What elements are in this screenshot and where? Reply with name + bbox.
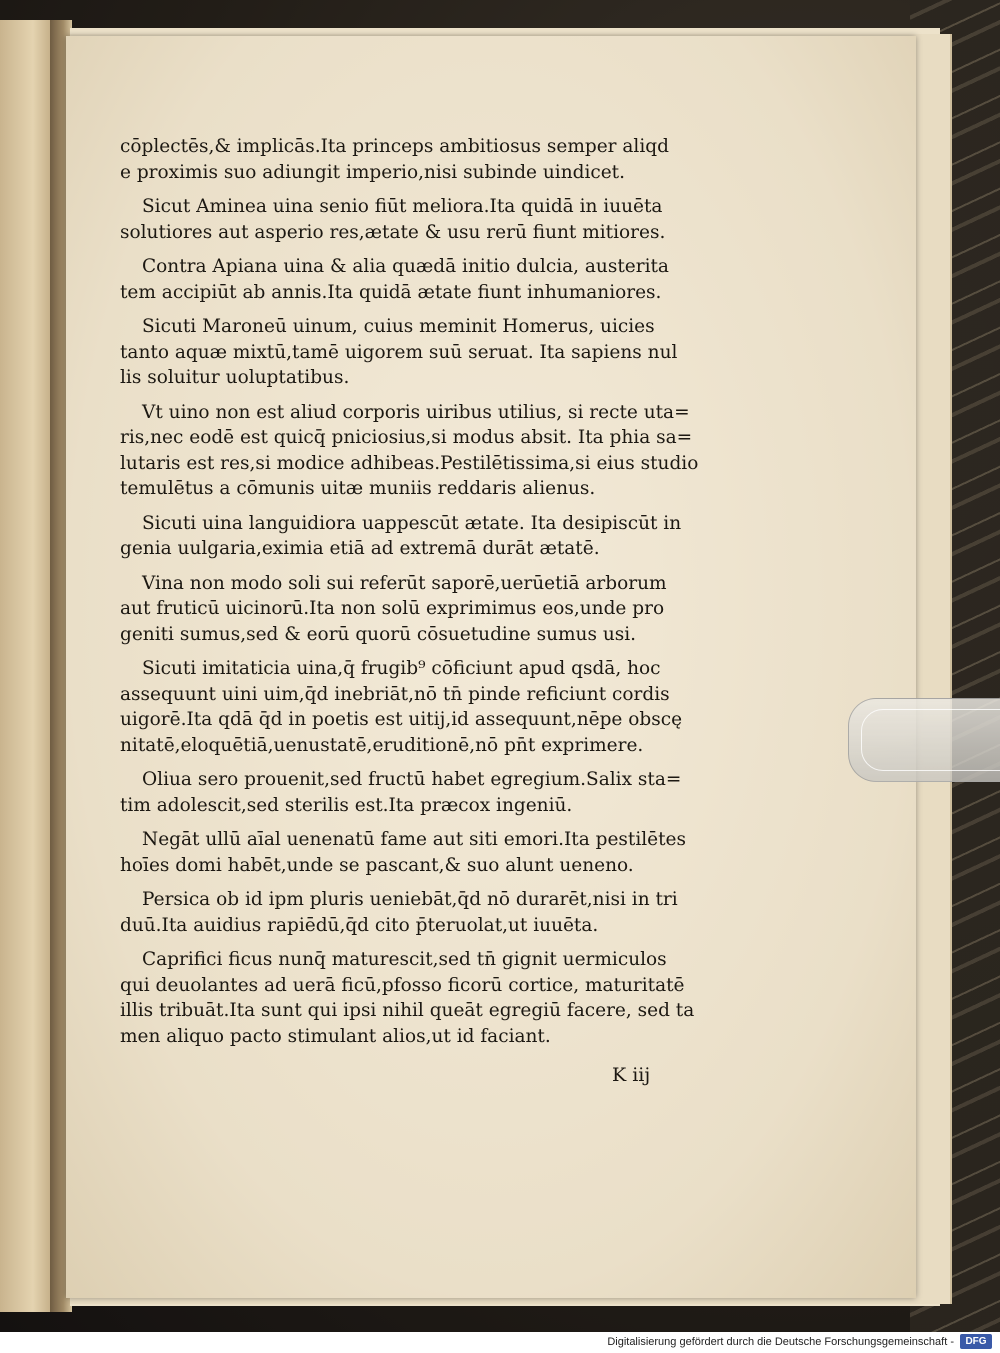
text-line: Persica ob id ipm pluris ueniebāt,q̄d nō durarēt,nisi in tri: [142, 889, 678, 910]
paragraph: [120, 887, 720, 938]
dfg-logo[interactable]: DFG: [960, 1334, 992, 1349]
paragraph: [120, 194, 720, 245]
footer-credit: Digitalisierung gefördert durch die Deutsche Forschungsgemeinschaft -: [607, 1336, 954, 1348]
paragraph: [120, 571, 720, 648]
text-line: Sicuti Maroneū uinum, cuius meminit Homerus, uicies: [142, 316, 655, 337]
text-line: Contra Apiana uina & alia quædā initio dulcia, austerita: [142, 256, 669, 277]
text-line: Sicuti imitaticia uina,q̄ frugib⁹ cōficiunt apud qsdā, hoc: [142, 658, 661, 679]
paragraph: [120, 134, 720, 185]
paragraph: [120, 254, 720, 305]
text-line: nitatē,eloquētiā,uenustatē,eruditionē,nō pn̄t exprimere.: [120, 734, 644, 756]
text-line: cōplectēs,& implicās.Ita princeps ambitiosus semper aliqd: [120, 136, 669, 157]
text-line: Vt uino non est aliud corporis uiribus utilius, si recte uta=: [142, 401, 690, 423]
text-line: uigorē.Ita qdā q̄d in poetis est uitij,id assequunt,nēpe obscę: [120, 709, 683, 730]
text-line: Sicuti uina languidiora uappescūt ætate. Ita desipiscūt in: [142, 512, 682, 534]
clip-highlight: [861, 709, 1000, 771]
text-line: assequunt uini uim,q̄d inebriāt,nō tn̄ pinde reficiunt cordis: [120, 683, 670, 705]
text-line: ris,nec eodē est quicq̄ pniciosius,si modus absit. Ita phia sa=: [120, 427, 693, 448]
text-line: Negāt ullū aīal uenenatū fame aut siti emori.Ita pestilētes: [142, 829, 686, 850]
signature-mark: K iij: [612, 1064, 651, 1086]
text-line: solutiores aut asperio res,ætate & usu rerū fiunt mitiores.: [120, 221, 666, 243]
text-line: tem accipiūt ab annis.Ita quidā ætate fiunt inhumaniores.: [120, 281, 662, 303]
text-line: lis soluitur uoluptatibus.: [120, 367, 350, 388]
paragraph: [120, 947, 720, 1049]
text-line: duū.Ita auidius rapiēdū,q̄d cito p̄teruolat,ut iuuēta.: [120, 914, 599, 936]
text-line: aut fruticū uicinorū.Ita non solū exprimimus eos,unde pro: [120, 598, 665, 619]
paragraph: [120, 400, 720, 502]
page-holder-clip: [848, 698, 1000, 782]
text-line: genia uulgaria,eximia etiā ad extremā durāt ætatē.: [120, 538, 600, 559]
paragraph: [120, 314, 720, 391]
paragraph: [120, 511, 720, 562]
text-line: hoīes domi habēt,unde se pascant,& suo alunt ueneno.: [120, 854, 634, 876]
text-line: e proximis suo adiungit imperio,nisi subinde uindicet.: [120, 161, 625, 183]
text-line: lutaris est res,si modice adhibeas.Pestilētissima,si eius studio: [120, 452, 699, 474]
text-line: Caprifici ficus nunq̄ maturescit,sed tn̄ gignit uermiculos: [142, 949, 667, 970]
paragraph: [120, 656, 720, 758]
text-line: qui deuolantes ad uerā ficū,pfosso ficorū cortice, maturitatē: [120, 974, 685, 996]
text-line: temulētus a cōmunis uitæ muniis reddaris alienus.: [120, 478, 596, 499]
paragraph: [120, 827, 720, 878]
text-line: tanto aquæ mixtū,tamē uigorem suū seruat. Ita sapiens nul: [120, 341, 678, 363]
page-text: [120, 134, 720, 1058]
text-line: tim adolescit,sed sterilis est.Ita præcox ingeniū.: [120, 794, 573, 816]
paragraph: [120, 767, 720, 818]
text-line: men aliquo pacto stimulant alios,ut id faciant.: [120, 1025, 551, 1047]
text-line: illis tribuāt.Ita sunt qui ipsi nihil queāt egregiū facere, sed ta: [120, 1000, 695, 1021]
text-line: Sicut Aminea uina senio fiūt meliora.Ita quidā in iuuēta: [142, 196, 663, 217]
text-line: Oliua sero prouenit,sed fructū habet egregium.Salix sta=: [142, 769, 682, 790]
text-line: Vina non modo soli sui referūt saporē,uerūetiā arborum: [142, 572, 667, 594]
text-line: geniti sumus,sed & eorū quorū cōsuetudine sumus usi.: [120, 623, 637, 645]
